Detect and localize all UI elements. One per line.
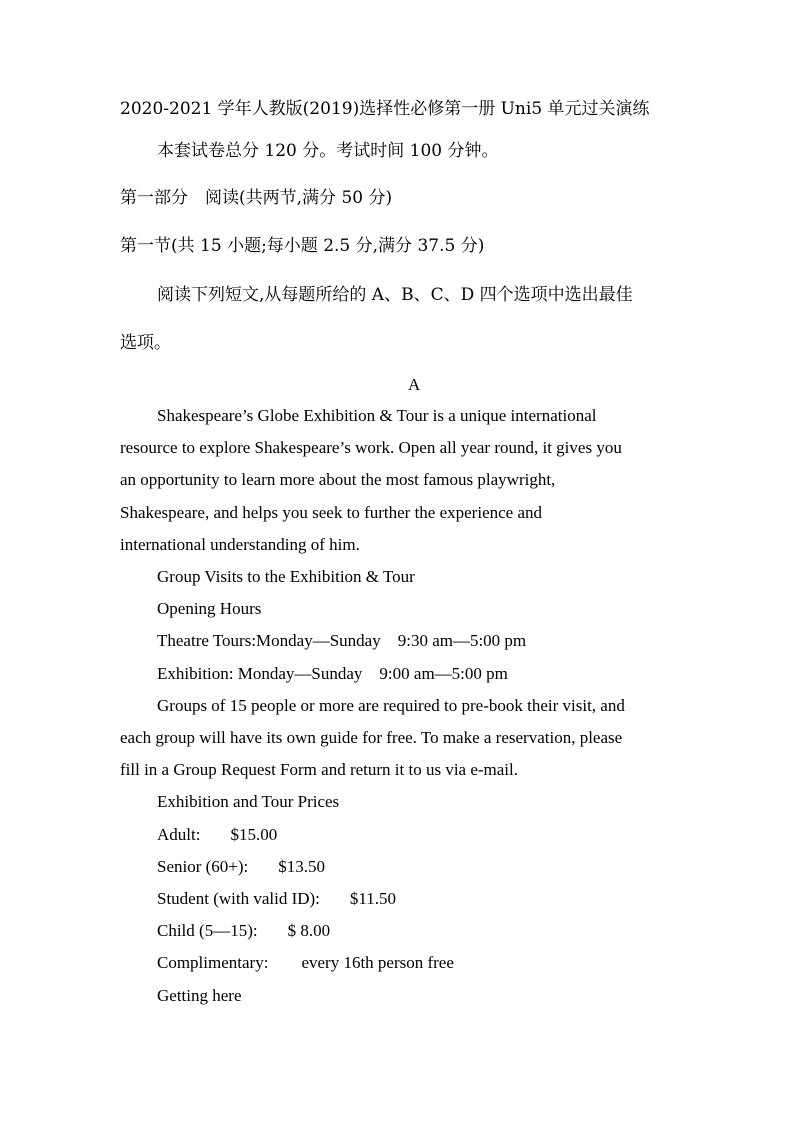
exhibition-hours-value: 9:00 am—5:00 pm bbox=[379, 664, 508, 683]
passage-letter: A bbox=[408, 375, 421, 394]
price-row-child bbox=[157, 921, 330, 941]
exhibition-hours-label: Exhibition: Monday—Sunday bbox=[157, 664, 363, 683]
passage-p1-line: an opportunity to learn more about the most famous playwright, bbox=[120, 470, 556, 489]
prices-heading: Exhibition and Tour Prices bbox=[157, 792, 340, 811]
passage-p1-line: resource to explore Shakespeare’s work. Open all year round, it gives you bbox=[120, 438, 622, 457]
price-row-adult bbox=[157, 825, 277, 845]
passage-p1-line: international understanding of him. bbox=[120, 535, 360, 554]
passage-p1-line: Shakespeare, and helps you seek to further the experience and bbox=[120, 503, 542, 522]
getting-here-heading: Getting here bbox=[157, 986, 242, 1005]
theatre-tours-row bbox=[157, 631, 526, 651]
price-value: $13.50 bbox=[278, 857, 326, 876]
instruction-line-2: 选项。 bbox=[120, 333, 171, 353]
document-title: 2020-2021 学年人教版(2019)选择性必修第一册 Uni5 单元过关演练 bbox=[120, 99, 650, 119]
price-row-complimentary bbox=[157, 953, 454, 973]
price-value: $ 8.00 bbox=[287, 921, 331, 940]
passage-p1-line: Shakespeare’s Globe Exhibition & Tour is a unique international bbox=[157, 406, 597, 425]
theatre-tours-label: Theatre Tours:Monday—Sunday bbox=[157, 631, 381, 650]
price-row-senior bbox=[157, 857, 325, 877]
section-one-heading: 第一节(共 15 小题;每小题 2.5 分,满分 37.5 分) bbox=[120, 236, 485, 256]
passage-p2-line: fill in a Group Request Form and return it to us via e-mail. bbox=[120, 760, 519, 779]
instruction-line-1: 阅读下列短文,从每题所给的 A、B、C、D 四个选项中选出最佳 bbox=[157, 285, 633, 305]
opening-hours-heading: Opening Hours bbox=[157, 599, 262, 618]
price-label: Complimentary: bbox=[157, 953, 269, 972]
price-value: every 16th person free bbox=[301, 953, 454, 972]
part-one-heading: 第一部分 阅读(共两节,满分 50 分) bbox=[120, 188, 393, 208]
exhibition-hours-row bbox=[157, 664, 508, 684]
passage-p2-line: each group will have its own guide for free. To make a reservation, please bbox=[120, 728, 623, 747]
price-label: Senior (60+): bbox=[157, 857, 249, 876]
price-label: Adult: bbox=[157, 825, 201, 844]
group-visits-heading: Group Visits to the Exhibition & Tour bbox=[157, 567, 415, 586]
price-value: $15.00 bbox=[230, 825, 278, 844]
passage-p2-line: Groups of 15 people or more are required to pre-book their visit, and bbox=[157, 696, 625, 715]
price-row-student bbox=[157, 889, 396, 909]
theatre-tours-hours: 9:30 am—5:00 pm bbox=[397, 631, 527, 650]
price-label: Child (5—15): bbox=[157, 921, 258, 940]
exam-intro: 本套试卷总分 120 分。考试时间 100 分钟。 bbox=[157, 141, 499, 161]
price-label: Student (with valid ID): bbox=[157, 889, 320, 908]
price-value: $11.50 bbox=[349, 889, 397, 908]
